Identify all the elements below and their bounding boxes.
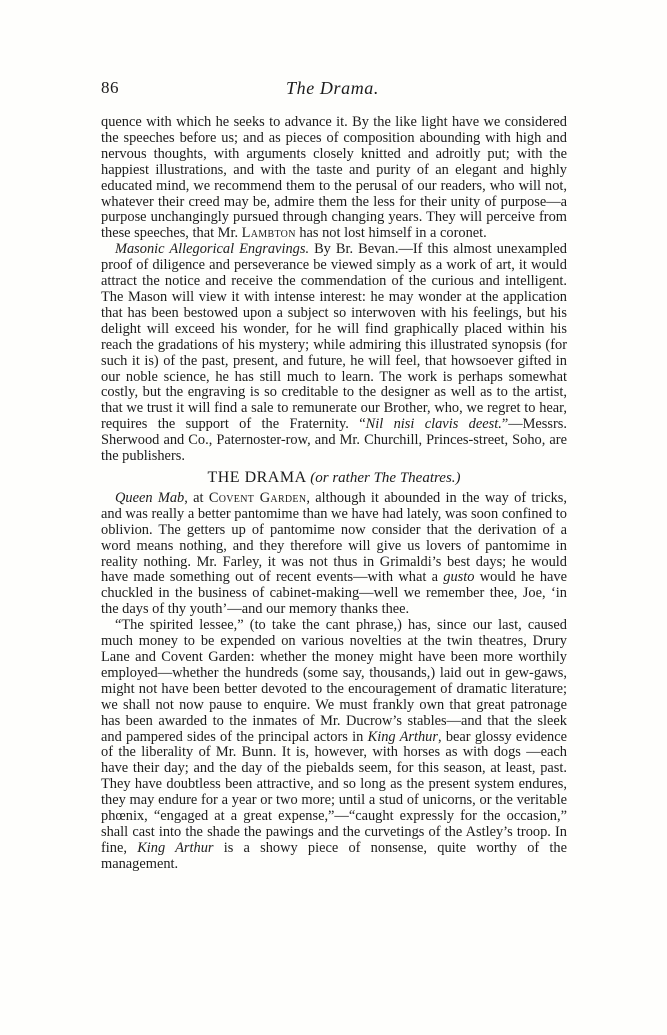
section-title [101, 469, 567, 487]
body-text [101, 115, 567, 873]
name-lambton: Lambton [241, 225, 296, 242]
paragraph-lambton-speeches [101, 115, 567, 242]
page-header [101, 78, 564, 102]
section-title-sub: (or rather The Theatres.) [310, 469, 461, 486]
paragraph-text: , bear glossy evidence of the liberality of Mr. Bunn. It is, however, with horses as with dogs —each have their day; and the day of the piebalds seem, for this season, at least, past. They have doubtless been attractive, and so long as the present system endures, they may endure for a year or two more; until a stud of unicorns, or the veritable phœnix, “engaged at a great expense,”—“caught expressly for the occasion,” shall cast into the shade the pawings and the curvetings of the Astley’s troop. In fine, [101, 728, 568, 856]
paragraph-text: , at [184, 489, 209, 506]
review-title: Masonic Allegorical Engravings. [115, 241, 310, 258]
running-title: The Drama. [285, 78, 379, 98]
paragraph-text: , although it abounded in the way of tricks, and was really a better pantomime than we have had lately, was soon confined to oblivion. The getters up of pantomime now consider that the derivation of a word means nothing, and they therefore will give us lovers of pantomime in reality nothing. Mr. Farley, it was not thus in Grimaldi’s best days; he would have made something out of recent events—with what a [101, 489, 567, 586]
paragraph-text: By Br. Bevan.—If this almost unexampled proof of diligence and perseverance be viewed simply as a work of art, it would attract the notice and receive the commendation of the curious and intelligent. The Mason will view it with intense interest: he may wonder at the application that has been bestowed upon a subject so interwoven with his feelings, but his delight will exceed his wonder, for he will find graphically placed within his reach the gradations of his mystery; while admiring this illustrated synopsis (for such it is) of the past, present, and future, he will feel, that howsoever gifted in our noble science, he has still much to learn. The work is perhaps somewhat costly, but the engraving is so creditable to the designer as well as to the artist, that we trust it will find a sale to remunerate our Brother, who, we regret to hear, requires the support of the Fraternity. “ [101, 241, 567, 433]
latin-quote: Nil nisi clavis deest. [365, 416, 502, 433]
paragraph-spirited-lessee [101, 618, 567, 873]
paragraph-text: is a showy piece of nonsense, quite worthy of the management. [101, 839, 567, 872]
venue-name: Covent Garden [208, 489, 307, 506]
play-title: King Arthur [367, 728, 438, 745]
paragraph-text: quence with which he seeks to advance it. By the like light have we considered the speeches before us; and as pieces of composition abounding with high and nervous thoughts, with arguments closely knitted and adroitly put; with the happiest illustrations, and with the taste and purity of an elegant and highly educated mind, we recommend them to the perusal of our readers, who will not, whatever their creed may be, admire them the less for their unity of purpose—a purpose unchangingly pursued through changing years. They will perceive from these speeches, that Mr. [101, 114, 567, 242]
paragraph-text: has not lost himself in a coronet. [295, 225, 487, 242]
paragraph-text: ”—Messrs. Sherwood and Co., Paternoster-row, and Mr. Churchill, Princes-street, Soho, are the publishers. [101, 416, 567, 465]
page-number: 86 [101, 78, 119, 97]
paragraph-queen-mab [101, 491, 567, 618]
section-title-main: THE DRAMA [207, 468, 306, 486]
paragraph-masonic-engravings [101, 242, 567, 465]
italic-word: gusto [443, 569, 475, 586]
play-title: Queen Mab [115, 489, 185, 506]
paragraph-text: would he have chuckled in the business of cabinet-making—well we remember thee, Joe, ‘in the days of thy youth’—and our memory thanks thee. [101, 569, 567, 618]
paragraph-text: “The spirited lessee,” (to take the cant phrase,) has, since our last, caused much money to be expended on various novelties at the twin theatres, Drury Lane and Covent Garden: whether the money might have been more worthily employed—whether the hundreds (some say, thousands,) laid out in gew-gaws, might not have been better devoted to the encouragement of dramatic literature; we shall not now pause to enquire. We must frankly own that great patronage has been awarded to the inmates of Mr. Ducrow’s stables—and that the sleek and pampered sides of the principal actors in [101, 617, 567, 745]
play-title: King Arthur [137, 839, 214, 856]
